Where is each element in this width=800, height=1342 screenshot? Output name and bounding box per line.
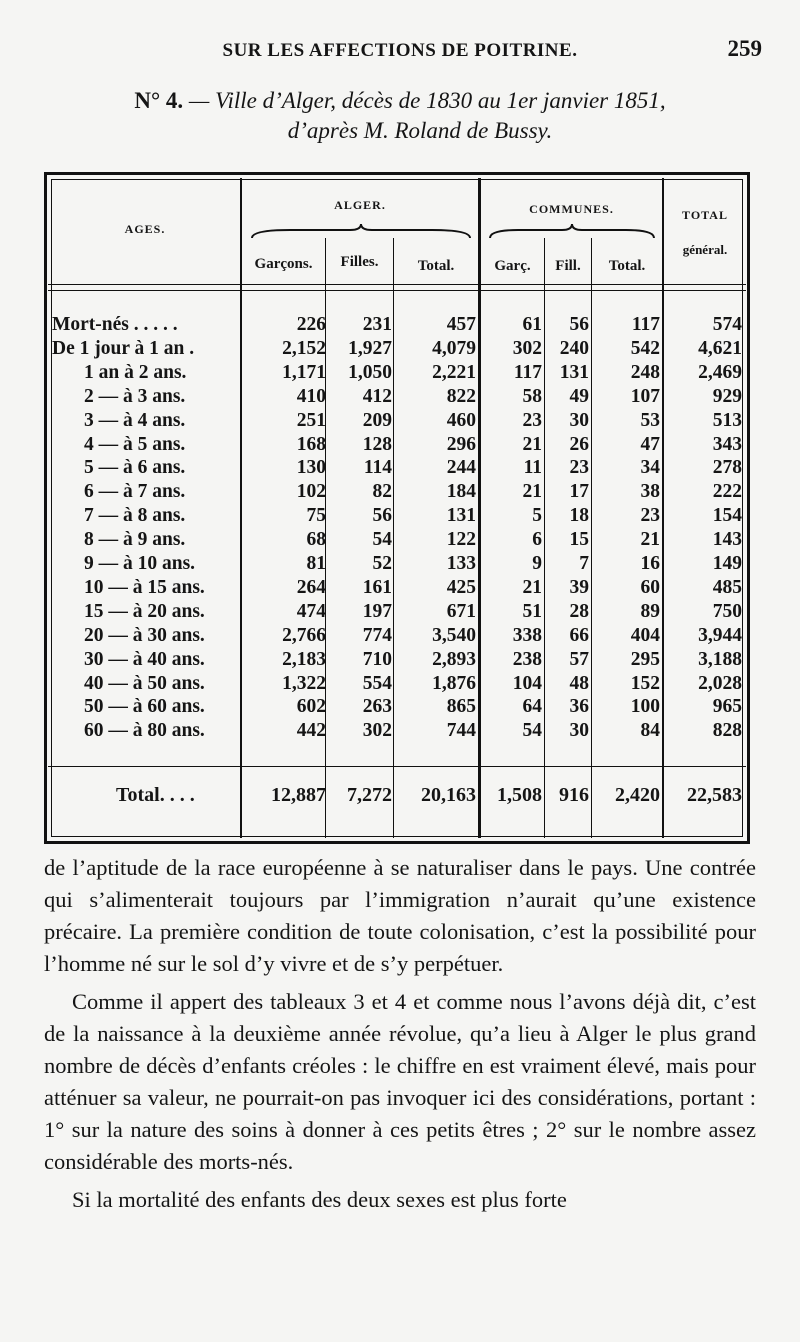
age-cell: 7 — à 8 ans.: [84, 505, 186, 527]
alger-filles-cell: 56: [372, 505, 392, 527]
total-general-cell: 2,028: [698, 672, 742, 694]
communes-brace: [488, 222, 656, 240]
communes-fill-cell: 49: [569, 385, 589, 407]
communes-fill-cell: 48: [569, 672, 589, 694]
total-label: Total. . . .: [116, 784, 195, 806]
total-communes-fill: 916: [559, 784, 589, 806]
alger-filles-cell: 114: [363, 457, 392, 479]
communes-total-cell: 53: [640, 409, 660, 431]
age-cell: 50 — à 60 ans.: [84, 696, 205, 718]
alger-garcons-cell: 442: [296, 720, 326, 742]
alger-total-cell: 4,079: [432, 337, 476, 359]
header-total-line1: TOTAL: [682, 208, 728, 222]
header-garc: Garç.: [494, 258, 531, 274]
total-rule: [48, 766, 746, 767]
table-caption-line1: [0, 88, 800, 114]
age-cell: 30 — à 40 ans.: [84, 648, 205, 670]
communes-fill-cell: 18: [569, 505, 589, 527]
total-general-cell: 965: [712, 696, 742, 718]
alger-total-cell: 131: [446, 505, 476, 527]
alger-total-cell: 2,221: [432, 361, 476, 383]
communes-total-cell: 248: [630, 361, 660, 383]
communes-total-cell: 542: [630, 337, 660, 359]
alger-garcons-cell: 75: [306, 505, 326, 527]
total-general-cell: 574: [712, 314, 742, 335]
paragraph-3: Si la mortalité des enfants des deux sexes est plus forte: [72, 1187, 567, 1212]
header-total-line2: général.: [682, 242, 728, 257]
communes-total-cell: 152: [630, 672, 660, 694]
age-cell: 10 — à 15 ans.: [84, 576, 205, 598]
alger-filles-cell: 231: [362, 314, 392, 335]
communes-fill-cell: 17: [569, 481, 589, 503]
communes-total-cell: 23: [640, 505, 660, 527]
total-general-cell: 828: [712, 720, 742, 742]
age-cell: 5 — à 6 ans.: [84, 457, 186, 479]
alger-garcons-cell: 2,152: [282, 337, 326, 359]
communes-total-cell: 47: [640, 433, 660, 455]
communes-fill-cell: 131: [559, 361, 589, 383]
communes-fill-cell: 30: [569, 720, 589, 742]
table-number: N° 4.: [134, 88, 184, 113]
age-cell: 8 — à 9 ans.: [84, 529, 186, 551]
communes-fill-cell: 26: [569, 433, 589, 455]
communes-fill-cell: 240: [559, 337, 589, 359]
total-alger-garcons: 12,887: [271, 784, 326, 806]
header-communes: COMMUNES.: [529, 202, 614, 216]
communes-garc-cell: 23: [522, 409, 542, 431]
header-fill: Fill.: [555, 258, 581, 274]
header-ages: AGES.: [124, 222, 166, 236]
table-row: [50, 505, 746, 529]
running-title: SUR LES AFFECTIONS DE POITRINE.: [222, 40, 578, 61]
age-cell: De 1 jour à 1 an .: [52, 337, 195, 359]
communes-total-cell: 100: [630, 696, 660, 718]
table-row: [50, 457, 746, 481]
age-cell: 2 — à 3 ans.: [84, 385, 186, 407]
total-general-cell: 278: [712, 457, 742, 479]
communes-garc-cell: 21: [522, 481, 542, 503]
alger-filles-cell: 54: [372, 529, 392, 551]
alger-filles-cell: 302: [362, 720, 392, 742]
communes-garc-cell: 21: [522, 576, 542, 598]
communes-fill-cell: 15: [569, 529, 589, 551]
total-alger-filles: 7,272: [347, 784, 392, 806]
communes-garc-cell: 302: [512, 337, 542, 359]
total-general-cell: 149: [712, 553, 742, 574]
age-cell: Mort-nés . . . . .: [52, 314, 178, 335]
communes-garc-cell: 11: [523, 457, 542, 479]
alger-garcons-cell: 251: [296, 409, 326, 431]
table-row: [50, 696, 746, 720]
alger-filles-cell: 412: [362, 385, 392, 407]
table-row: [50, 625, 746, 649]
communes-total-cell: 295: [630, 648, 660, 670]
alger-total-cell: 460: [446, 409, 476, 431]
communes-total-cell: 34: [640, 457, 660, 479]
header-filles: Filles.: [340, 254, 379, 270]
table-row: [50, 529, 746, 553]
table-total-row: [50, 784, 746, 812]
alger-garcons-cell: 168: [296, 433, 326, 455]
total-general-cell: 3,188: [698, 648, 742, 670]
alger-total-cell: 457: [446, 314, 476, 335]
table-row: [50, 481, 746, 505]
table-row: [50, 601, 746, 625]
communes-garc-cell: 58: [522, 385, 542, 407]
age-cell: 4 — à 5 ans.: [84, 433, 186, 455]
total-general-cell: 143: [712, 529, 742, 551]
alger-garcons-cell: 102: [296, 481, 326, 503]
communes-garc-cell: 64: [522, 696, 542, 718]
communes-fill-cell: 39: [569, 576, 589, 598]
alger-total-cell: 296: [446, 433, 476, 455]
table-row: [50, 338, 746, 362]
alger-garcons-cell: 474: [296, 600, 326, 622]
communes-garc-cell: 104: [512, 672, 542, 694]
header-total-alger: Total.: [417, 258, 455, 274]
communes-garc-cell: 9: [532, 553, 542, 574]
table-row: [50, 673, 746, 697]
total-general-cell: 222: [712, 481, 742, 503]
total-communes-garc: 1,508: [497, 784, 542, 806]
alger-garcons-cell: 226: [296, 314, 326, 335]
age-cell: 9 — à 10 ans.: [84, 553, 196, 574]
communes-total-cell: 21: [640, 529, 660, 551]
alger-garcons-cell: 602: [296, 696, 326, 718]
alger-garcons-cell: 2,183: [282, 648, 326, 670]
alger-filles-cell: 710: [362, 648, 392, 670]
alger-garcons-cell: 2,766: [282, 624, 326, 646]
table-row: [50, 362, 746, 386]
table-row: [50, 386, 746, 410]
header-alger: ALGER.: [334, 198, 386, 212]
alger-filles-cell: 1,050: [348, 361, 392, 383]
alger-total-cell: 822: [446, 385, 476, 407]
page-number: 259: [727, 36, 762, 61]
table-row: [50, 314, 746, 338]
communes-total-cell: 60: [640, 576, 660, 598]
communes-garc-cell: 21: [522, 433, 542, 455]
alger-garcons-cell: 81: [306, 553, 326, 574]
table-row: [50, 553, 746, 577]
total-general-cell: 4,621: [698, 337, 742, 359]
alger-garcons-cell: 1,171: [282, 361, 326, 383]
alger-total-cell: 2,893: [432, 648, 476, 670]
communes-garc-cell: 54: [522, 720, 542, 742]
communes-total-cell: 404: [630, 624, 660, 646]
alger-filles-cell: 52: [372, 553, 392, 574]
communes-garc-cell: 61: [522, 314, 542, 335]
body-text: [44, 852, 756, 1216]
paragraph-1: de l’aptitude de la race européenne à se naturaliser dans le pays. Une contrée qui s’alimenterait toujours par l’immigration n’aurait qu’une existence précaire. La première condition de toute colonisation, c’est la possibilité pour l’homme né sur le sol d’y vivre et de s’y perpétuer.: [44, 855, 756, 976]
alger-total-cell: 865: [446, 696, 476, 718]
paragraph-2: Comme il appert des tableaux 3 et 4 et comme nous l’avons déjà dit, c’est de la naissance à la deuxième année révolue, qu’a lieu à Alger le plus grand nombre de décès d’enfants créoles : le chiffre en est vraiment élevé, mais pour atténuer sa valeur, ne pourrait-on pas invoquer ici des considérations, portant : 1° sur la nature des soins à donner à ces petits êtres ; 2° sur le nombre assez considérable des morts-nés.: [44, 989, 756, 1174]
communes-fill-cell: 28: [569, 600, 589, 622]
communes-fill-cell: 23: [569, 457, 589, 479]
communes-fill-cell: 66: [569, 624, 589, 646]
alger-total-cell: 425: [446, 576, 476, 598]
communes-fill-cell: 56: [569, 314, 589, 335]
communes-garc-cell: 117: [513, 361, 542, 383]
table-row: [50, 434, 746, 458]
alger-filles-cell: 1,927: [348, 337, 392, 359]
age-cell: 3 — à 4 ans.: [84, 409, 186, 431]
alger-filles-cell: 128: [362, 433, 392, 455]
table-caption-line2: d’après M. Roland de Bussy.: [287, 118, 553, 143]
total-general-cell: 343: [712, 433, 742, 455]
age-cell: 20 — à 30 ans.: [84, 624, 205, 646]
communes-fill-cell: 57: [569, 648, 589, 670]
communes-total-cell: 16: [640, 553, 660, 574]
header-rule-2: [48, 290, 746, 291]
communes-garc-cell: 338: [512, 624, 542, 646]
alger-garcons-cell: 130: [296, 457, 326, 479]
alger-filles-cell: 263: [362, 696, 392, 718]
table-row: [50, 720, 746, 744]
table-row: [50, 577, 746, 601]
alger-filles-cell: 82: [372, 481, 392, 503]
alger-filles-cell: 774: [362, 624, 392, 646]
alger-brace: [250, 222, 472, 240]
total-general-cell: 154: [712, 505, 742, 527]
alger-total-cell: 244: [446, 457, 476, 479]
age-cell: 6 — à 7 ans.: [84, 481, 186, 503]
communes-total-cell: 117: [631, 314, 660, 335]
communes-fill-cell: 36: [569, 696, 589, 718]
alger-filles-cell: 197: [362, 600, 392, 622]
age-cell: 15 — à 20 ans.: [84, 600, 205, 622]
age-cell: 60 — à 80 ans.: [84, 720, 205, 742]
alger-total-cell: 122: [446, 529, 476, 551]
alger-garcons-cell: 68: [306, 529, 326, 551]
header-rule: [48, 284, 746, 285]
header-total-communes: Total.: [608, 258, 646, 274]
alger-garcons-cell: 264: [296, 576, 326, 598]
communes-total-cell: 89: [640, 600, 660, 622]
communes-garc-cell: 51: [522, 600, 542, 622]
communes-garc-cell: 238: [512, 648, 542, 670]
communes-fill-cell: 7: [579, 553, 589, 574]
alger-total-cell: 3,540: [432, 624, 476, 646]
alger-filles-cell: 161: [362, 576, 392, 598]
header-garcons: Garçons.: [254, 256, 313, 272]
table-row: [50, 649, 746, 673]
alger-filles-cell: 209: [362, 409, 392, 431]
total-general-cell: 929: [712, 385, 742, 407]
alger-total-cell: 671: [446, 600, 476, 622]
communes-garc-cell: 5: [532, 505, 542, 527]
total-general-cell: 513: [712, 409, 742, 431]
table-row: [50, 410, 746, 434]
total-general: 22,583: [687, 784, 742, 806]
age-cell: 40 — à 50 ans.: [84, 672, 205, 694]
alger-total-cell: 1,876: [432, 672, 476, 694]
total-general-cell: 750: [712, 600, 742, 622]
caption-text: — Ville d’Alger, décès de 1830 au 1er janvier 1851,: [183, 88, 666, 113]
alger-total-cell: 744: [446, 720, 476, 742]
total-general-cell: 3,944: [698, 624, 742, 646]
communes-total-cell: 38: [640, 481, 660, 503]
alger-garcons-cell: 1,322: [282, 672, 326, 694]
communes-total-cell: 107: [630, 385, 660, 407]
alger-filles-cell: 554: [362, 672, 392, 694]
total-communes-total: 2,420: [615, 784, 660, 806]
communes-total-cell: 84: [640, 720, 660, 742]
total-general-cell: 2,469: [698, 361, 742, 383]
total-alger-total: 20,163: [421, 784, 476, 806]
alger-total-cell: 184: [446, 481, 476, 503]
alger-garcons-cell: 410: [296, 385, 326, 407]
communes-fill-cell: 30: [569, 409, 589, 431]
communes-garc-cell: 6: [532, 529, 542, 551]
alger-total-cell: 133: [446, 553, 476, 574]
age-cell: 1 an à 2 ans.: [84, 361, 187, 383]
total-general-cell: 485: [712, 576, 742, 598]
